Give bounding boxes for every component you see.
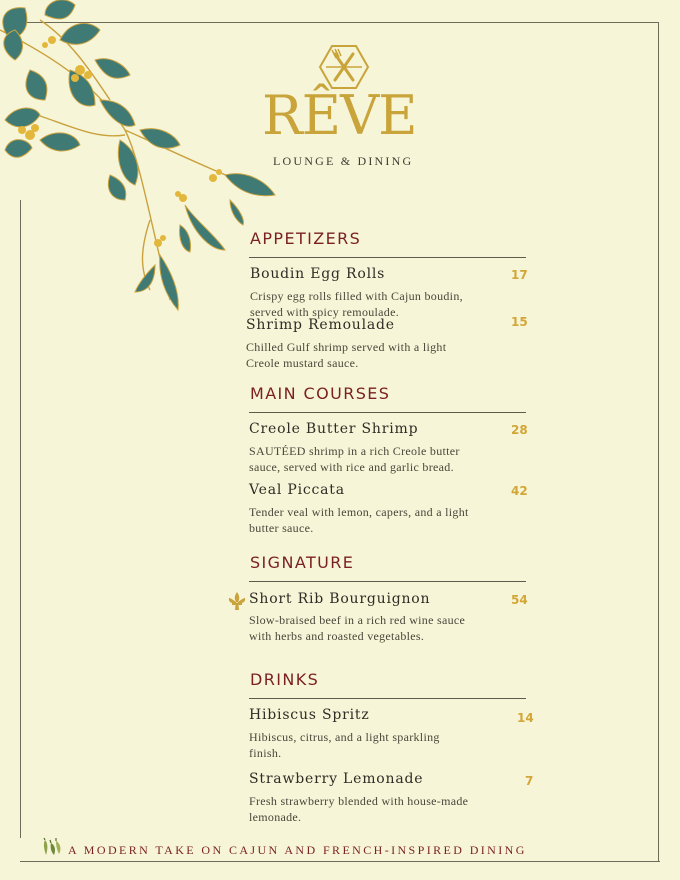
menu-item-price: 14 (517, 711, 534, 725)
botanical-branch-illustration (0, 0, 290, 320)
section-divider (249, 581, 526, 582)
menu-item-name: Boudin Egg Rolls (250, 266, 386, 282)
section-title-signature: SIGNATURE (250, 553, 355, 572)
section-title-main-courses: MAIN COURSES (250, 384, 391, 403)
section-divider (249, 257, 526, 258)
menu-item-description: SAUTÉED shrimp in a rich Creole butter sauce, served with rice and garlic bread. (249, 444, 460, 474)
brand-tagline: LOUNGE & DINING (273, 154, 414, 168)
menu-border-bottom (20, 861, 660, 862)
menu-item-description: Slow-braised beef in a rich red wine sauce with herbs and roasted vegetables. (249, 613, 466, 643)
brand-name: RÊVE (262, 84, 417, 147)
menu-item-name: Creole Butter Shrimp (249, 421, 419, 437)
menu-item-description: Chilled Gulf shrimp served with a light Creole mustard sauce. (246, 340, 447, 370)
fleur-de-lis-icon (227, 591, 247, 611)
menu-item-price: 28 (511, 423, 528, 437)
menu-item-name: Strawberry Lemonade (249, 771, 424, 787)
menu-item-description: Fresh strawberry blended with house-made lemonade. (249, 794, 469, 824)
menu-item-price: 7 (525, 774, 534, 788)
section-title-drinks: DRINKS (250, 670, 320, 689)
footer-tagline: A MODERN TAKE ON CAJUN AND FRENCH-INSPIRED DINING (68, 843, 527, 857)
menu-item-name: Hibiscus Spritz (249, 707, 370, 723)
menu-item-price: 17 (511, 268, 528, 282)
menu-item-price: 15 (511, 315, 528, 329)
menu-item-description: Crispy egg rolls filled with Cajun boudin, served with spicy remoulade. (250, 289, 463, 319)
menu-item-name: Veal Piccata (249, 482, 345, 498)
menu-item-price: 42 (511, 484, 528, 498)
menu-item-name: Shrimp Remoulade (246, 317, 395, 333)
menu-item-name: Short Rib Bourguignon (249, 591, 431, 607)
okra-icon (42, 837, 64, 857)
menu-item-description: Hibiscus, citrus, and a light sparkling finish. (249, 730, 440, 760)
section-divider (249, 412, 526, 413)
section-divider (249, 698, 526, 699)
menu-item-description: Tender veal with lemon, capers, and a light butter sauce. (249, 505, 469, 535)
menu-item-price: 54 (511, 593, 528, 607)
section-title-appetizers: APPETIZERS (250, 229, 362, 248)
